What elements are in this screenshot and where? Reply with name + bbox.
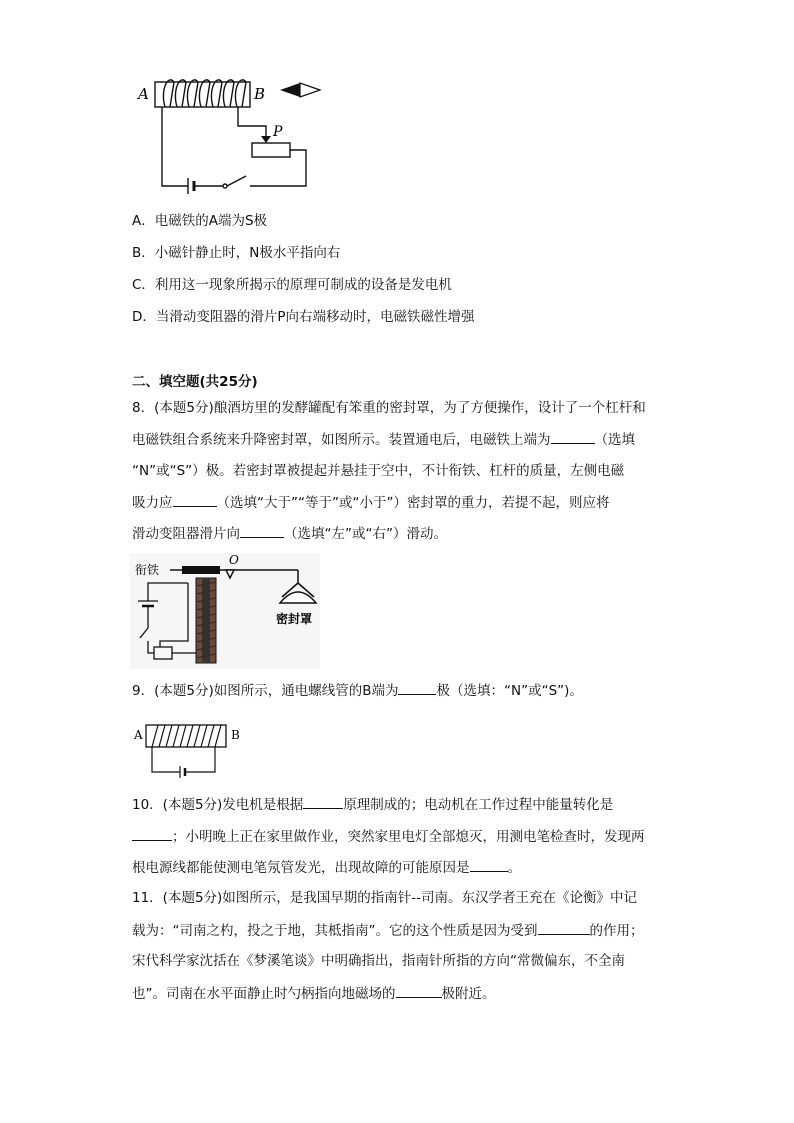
q8-line5 <box>132 523 447 544</box>
q10-text: 。 <box>507 860 521 876</box>
q8-text: （选填“左”或“右”）滑动。 <box>284 526 447 542</box>
q10-text: 原理制成的；电动机在工作过程中能量转化是 <box>343 797 614 813</box>
solenoid-figure <box>130 720 245 780</box>
answer-blank[interactable] <box>551 429 595 444</box>
label-a: A <box>134 728 143 742</box>
coil-windings <box>163 80 246 107</box>
q11-text: 的作用； <box>589 923 644 939</box>
answer-blank[interactable] <box>173 492 217 507</box>
q11-text: 载为：“司南之杓，投之于地，其柢指南”。它的这个性质是因为受到 <box>132 923 538 939</box>
option-d: D．当滑动变阻器的滑片P向右端移动时，电磁铁磁性增强 <box>132 309 475 325</box>
label-a: A <box>138 85 149 103</box>
label-o: O <box>229 553 239 567</box>
lever-electromagnet-figure <box>130 553 320 669</box>
label-cover: 密封罩 <box>276 612 313 626</box>
answer-blank[interactable] <box>398 680 436 695</box>
q8-text: （选填“大于”“等于”或“小于”）密封罩的重力，若提不起，则应将 <box>216 495 610 511</box>
answer-blank[interactable] <box>240 523 284 538</box>
label-b: B <box>254 85 266 103</box>
label-p: P <box>273 124 283 140</box>
q8-line4 <box>132 492 609 513</box>
small-magnetic-needle <box>280 83 320 97</box>
q10-text: 根电源线都能使测电笔氖管发光，出现故障的可能原因是 <box>132 860 470 876</box>
q11-text: 也”。司南在水平面静止时勺柄指向地磁场的 <box>132 986 396 1002</box>
q11-text: 极附近。 <box>441 986 496 1002</box>
answer-blank[interactable] <box>132 826 172 841</box>
q10-line1 <box>132 794 613 815</box>
slider-arrow <box>261 136 271 143</box>
q10-text: 10．(本题5分)发电机是根据 <box>132 797 304 813</box>
q11-line2 <box>132 920 644 941</box>
q9-text: 极（选填：“N”或“S”)。 <box>436 683 583 699</box>
solenoid-circuit <box>152 747 215 778</box>
q10-line3 <box>132 857 521 878</box>
option-b: B．小磁针静止时，N极水平指向右 <box>132 245 341 261</box>
q11-line1: 11．(本题5分)如图所示，是我国早期的指南针--司南。东汉学者王充在《论衡》中记 <box>132 890 638 906</box>
electromagnet-circuit-figure <box>130 70 330 195</box>
q9-line <box>132 680 583 701</box>
electromagnet-core <box>202 578 210 663</box>
q8-line1: 8．(本题5分)酿酒坊里的发酵罐配有笨重的密封罩，为了方便操作，设计了一个杠杆和 <box>132 400 646 416</box>
answer-blank[interactable] <box>538 920 590 935</box>
q11-line4 <box>132 983 496 1004</box>
q8-line2 <box>132 429 635 450</box>
answer-blank[interactable] <box>470 857 508 872</box>
label-armature: 衔铁 <box>135 563 160 577</box>
option-a: A．电磁铁的A端为S极 <box>132 213 268 229</box>
q8-text: 电磁铁组合系统来升降密封罩，如图所示。装置通电后，电磁铁上端为 <box>132 432 551 448</box>
q8-text: 吸力应 <box>132 495 173 511</box>
q8-text: （选填 <box>594 432 635 448</box>
section-title: 二、填空题(共25分) <box>132 374 258 390</box>
circuit-wires <box>162 107 306 194</box>
q10-text: ；小明晚上正在家里做作业，突然家里电灯全部熄灭，用测电笔检查时，发现两 <box>172 829 645 845</box>
option-c: C．利用这一现象所揭示的原理可制成的设备是发电机 <box>132 277 452 293</box>
q10-line2 <box>132 826 645 847</box>
answer-blank[interactable] <box>396 983 442 998</box>
label-b: B <box>231 728 240 742</box>
q9-text: 9．(本题5分)如图所示，通电螺线管的B端为 <box>132 683 399 699</box>
q11-line3: 宋代科学家沈括在《梦溪笔谈》中明确指出，指南针所指的方向“常微偏东，不全南 <box>132 953 625 969</box>
q8-text: 滑动变阻器滑片向 <box>132 526 240 542</box>
armature-bar <box>182 566 220 574</box>
solenoid-body <box>146 725 226 747</box>
q8-line3: “N”或“S”）极。若密封罩被提起并悬挂于空中，不计衔铁、杠杆的质量，左侧电磁 <box>132 463 625 479</box>
answer-blank[interactable] <box>303 794 343 809</box>
